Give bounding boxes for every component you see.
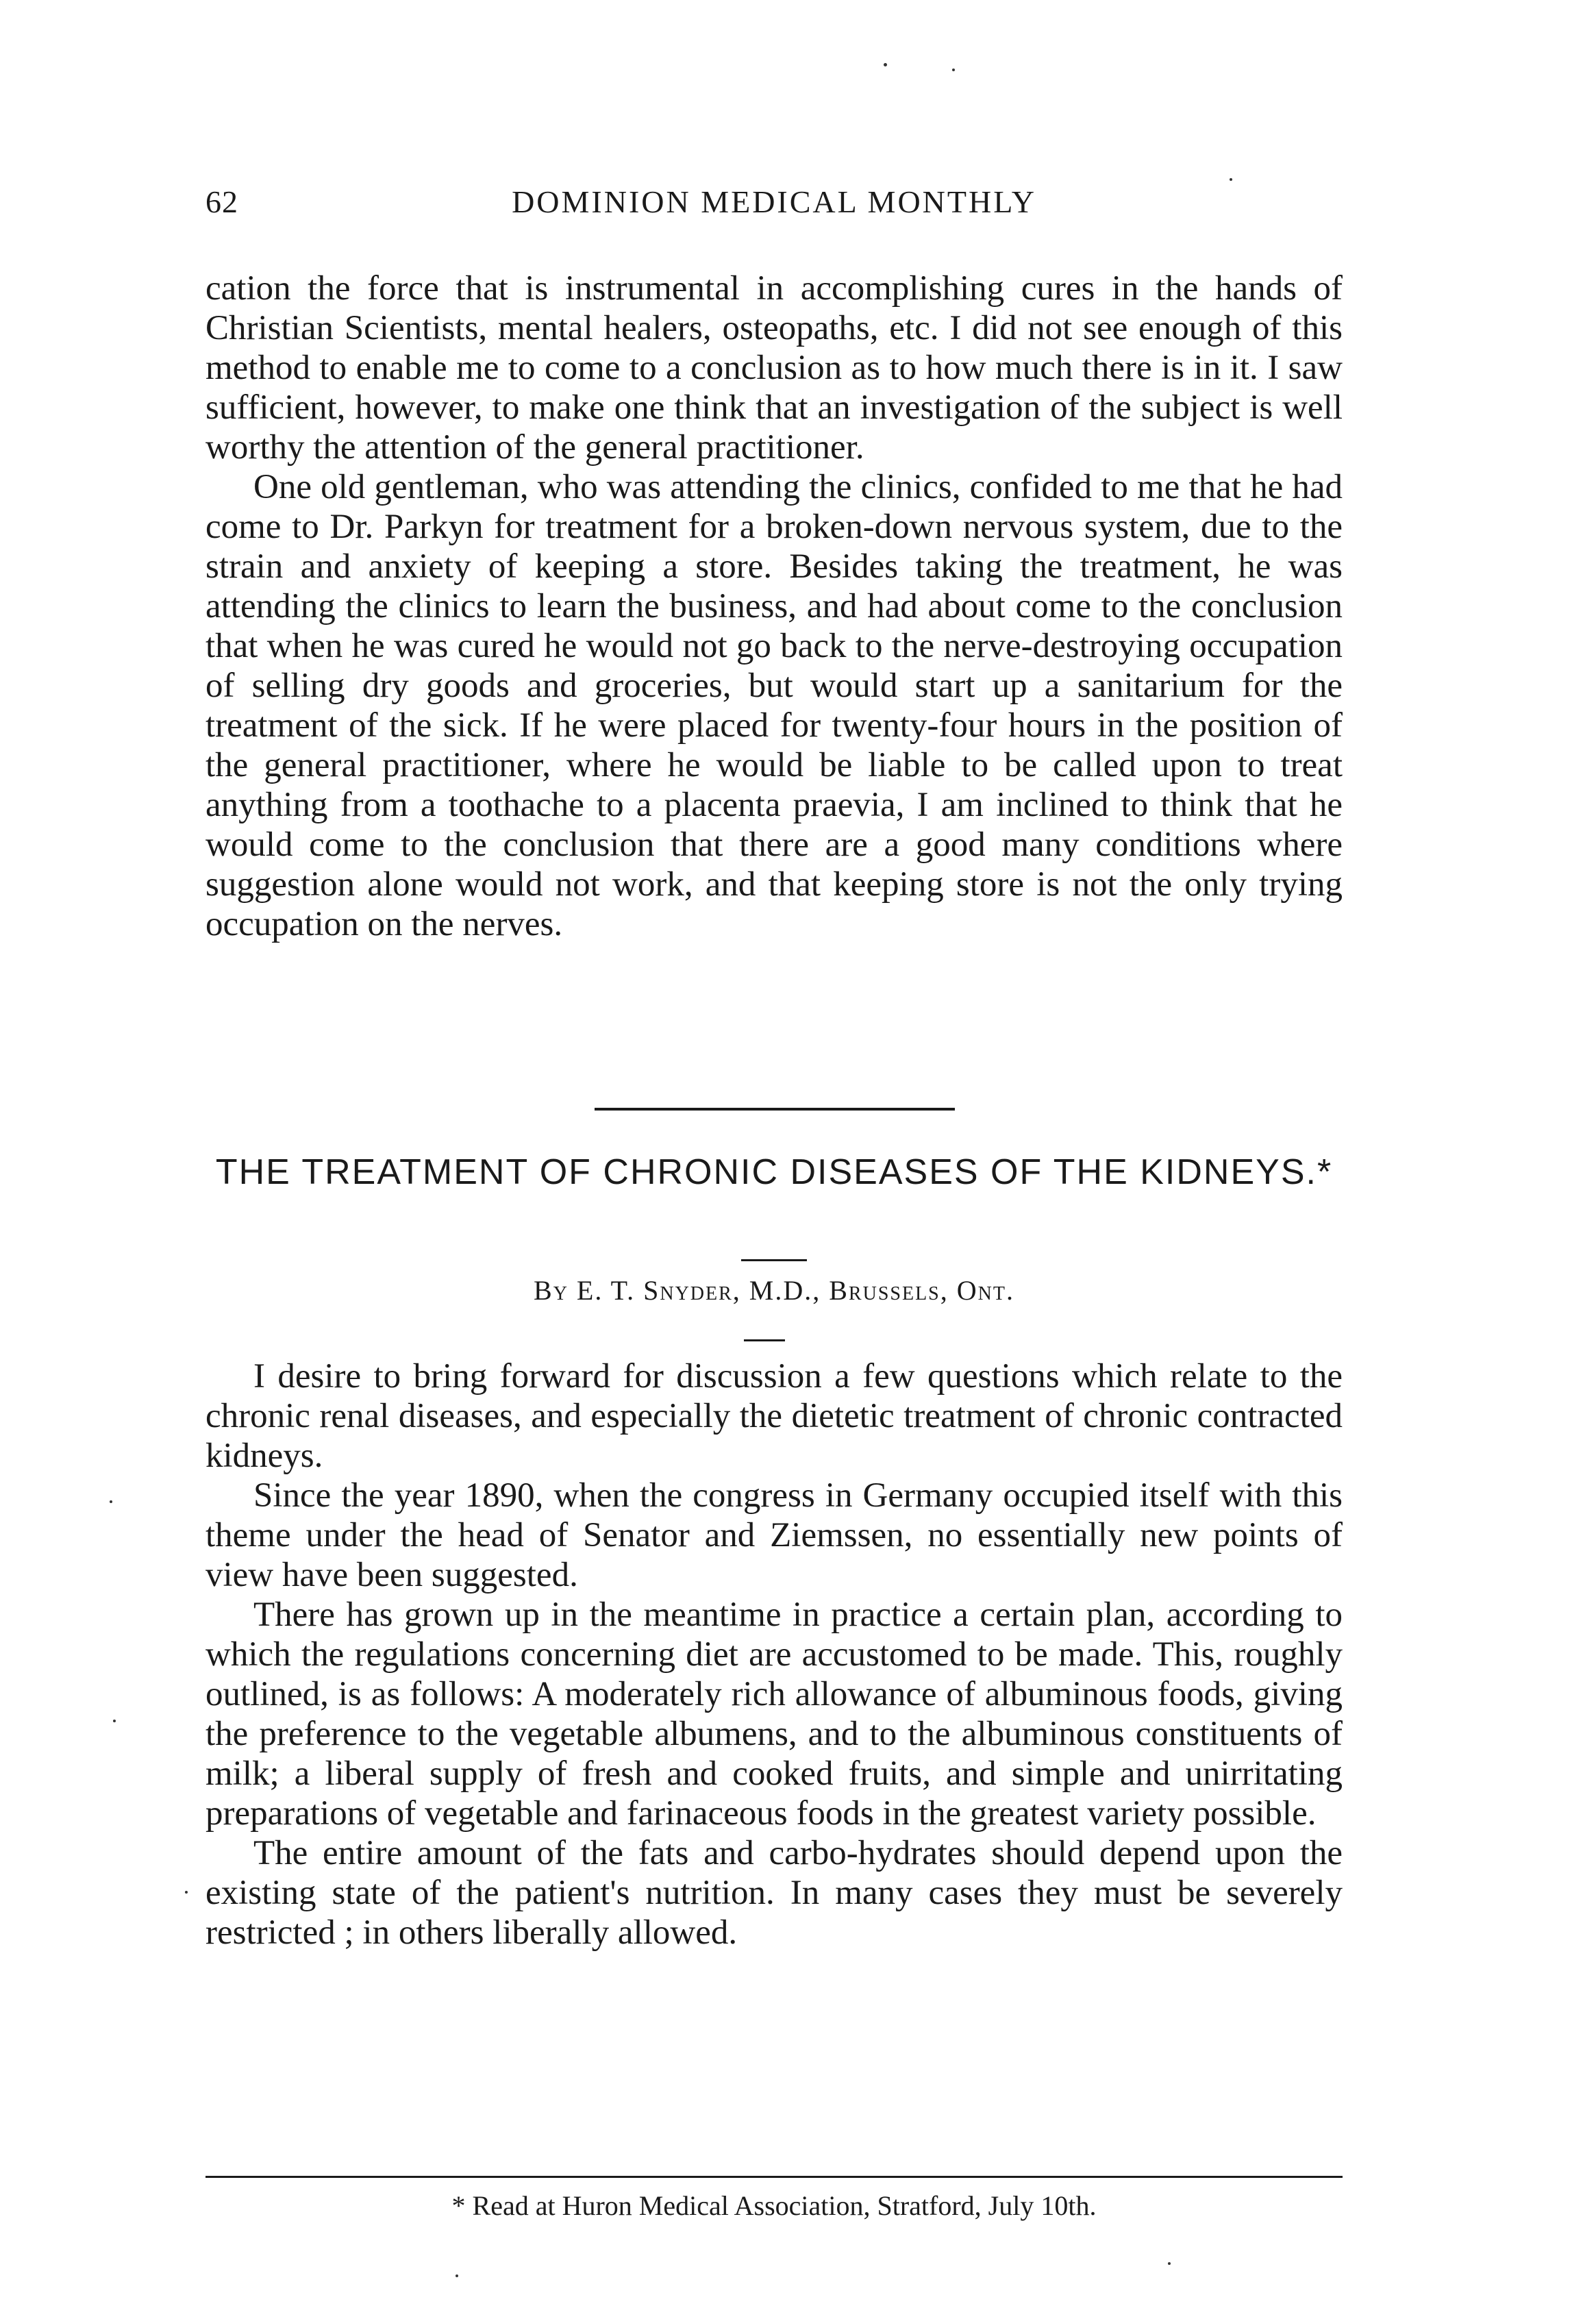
previous-article-text: [205, 269, 1343, 944]
byline-rule: [744, 1339, 785, 1341]
article-body: [205, 1356, 1343, 1952]
paragraph: The entire amount of the fats and carbo-hydrates should depend upon the existing state of the patient's nutrition. In many cases they must be severely restricted ; in others liberally allowed.: [205, 1834, 1343, 1952]
paragraph: cation the force that is instrumental in accomplishing cures in the hands of Christian Scientists, mental healers, osteopaths, etc. I did not see enough of this method to enable me to come to a conclusion as to how much there is in it. I saw sufficient, however, to make one think that an investigation of the subject is well worthy the attention of the general practitioner.: [205, 269, 1343, 467]
print-speck: [110, 1500, 112, 1503]
title-rule: [741, 1259, 807, 1261]
footnote-rule: [205, 2176, 1343, 2178]
print-speck: [185, 1891, 188, 1894]
print-speck: [1168, 2262, 1171, 2265]
print-speck: [456, 2274, 458, 2277]
running-head: [205, 184, 1343, 232]
article-title: THE TREATMENT OF CHRONIC DISEASES OF THE KIDNEYS.*: [215, 1152, 1333, 1192]
print-speck: [113, 1720, 116, 1722]
paragraph: One old gentleman, who was attending the clinics, confided to me that he had come to Dr. Parkyn for treatment for a broken-down nervous system, due to the strain and anxiety of keeping a store. Besides taking the treatment, he was attending the clinics to learn the business, and had about come to the conclusion that when he was cured he would not go back to the nerve-destroying occupation of selling dry goods and groceries, but would start up a sanitarium for the treatment of the sick. If he were placed for twenty-four hours in the position of the general practitioner, where he would be liable to be called upon to treat anything from a toothache to a placenta praevia, I am inclined to think that he would come to the conclusion that there are a good many conditions where suggestion alone would not work, and that keeping store is not the only trying occupation on the nerves.: [205, 468, 1343, 943]
paragraph: I desire to bring forward for discussion a few questions which relate to the chronic renal diseases, and especially the dietetic treatment of chronic contracted kidneys.: [205, 1357, 1343, 1475]
print-speck: [884, 63, 887, 66]
paragraph: Since the year 1890, when the congress in Germany occupied itself with this theme under the head of Senator and Ziemssen, no essentially new points of view have been suggested.: [205, 1476, 1343, 1594]
print-speck: [952, 69, 955, 71]
print-speck: [1230, 178, 1232, 181]
page-number: 62: [205, 184, 238, 219]
journal-title: DOMINION MEDICAL MONTHLY: [512, 184, 1036, 219]
section-divider: [595, 1108, 955, 1111]
footnote: * Read at Huron Medical Association, Stratford, July 10th.: [451, 2190, 1097, 2221]
article-byline: By E. T. Snyder, M.D., Brussels, Ont.: [534, 1275, 1014, 1306]
paragraph: There has grown up in the meantime in practice a certain plan, according to which the regulations concerning diet are accustomed to be made. This, roughly outlined, is as follows: A moderately rich allowance of albuminous foods, giving the preference to the vegetable albumens, and to the albuminous constituents of milk; a liberal supply of fresh and cooked fruits, and simple and unirritating preparations of vegetable and farinaceous foods in the greatest variety possible.: [205, 1596, 1343, 1833]
